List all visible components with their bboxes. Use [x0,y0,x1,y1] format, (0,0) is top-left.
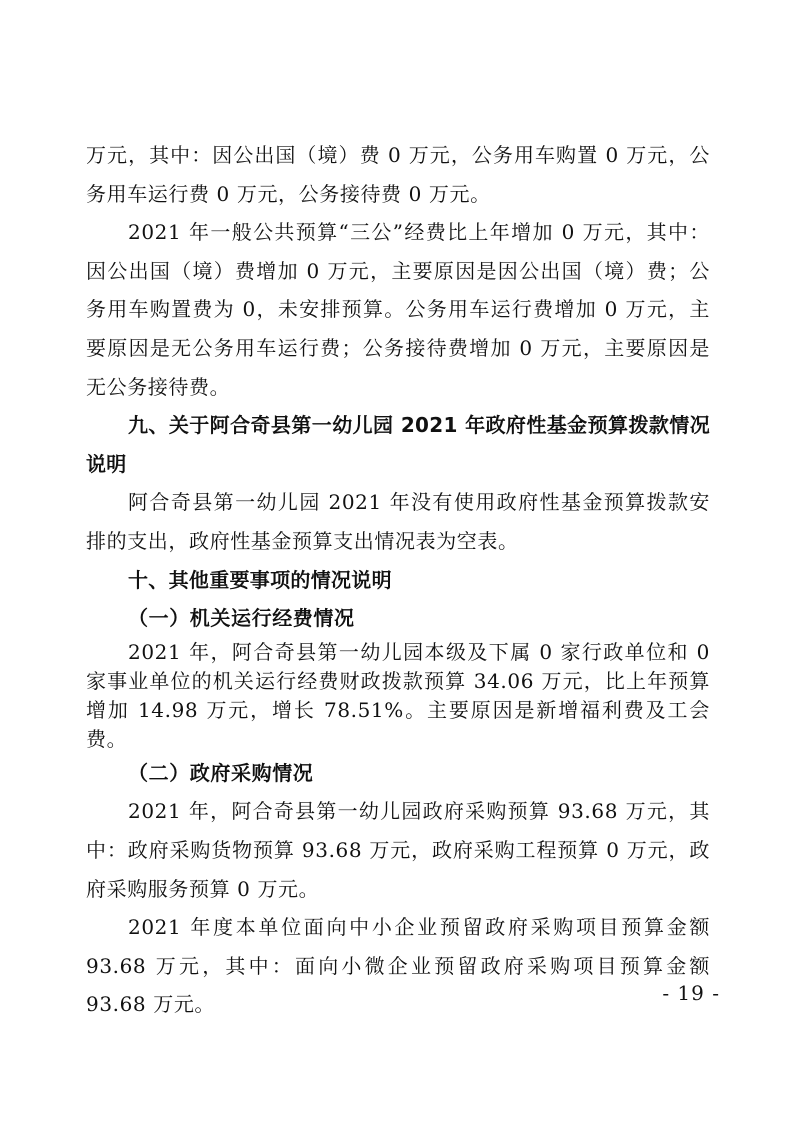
body-text [86,136,710,1024]
paragraph-three-public-expenses-end: 万元，其中：因公出国（境）费 0 万元，公务用车购置 0 万元，公务用车运行费 0 万元，公务接待费 0 万元。 [86,143,710,206]
subsection-heading-2: （二）政府采购情况 [128,760,314,785]
paragraph-three-public-expenses-change: 2021 年一般公共预算“三公”经费比上年增加 0 万元，其中：因公出国（境）费增加 0 万元，主要原因是因公出国（境）费；公务用车购置费为 0，未安排预算。公务用车运行费增加 0 万元，主要原因是无公务用车运行费；公务接待费增加 0 万元，主要原因是无公务接待费。 [86,220,710,399]
paragraph-sme-procurement: 2021 年度本单位面向中小企业预留政府采购项目预算金额 93.68 万元，其中：面向小微企业预留政府采购项目预算金额 93.68 万元。 [86,915,710,1017]
subsection-heading-1: （一）机关运行经费情况 [128,606,355,631]
paragraph-operating-expenses: 2021 年，阿合奇县第一幼儿园本级及下属 0 家行政单位和 0 家事业单位的机关运行经费财政拨款预算 34.06 万元，比上年预算增加 14.98 万元，增长 78.51%。主要原因是新增福利费及工会费。 [86,639,710,751]
section-heading-10: 十、其他重要事项的情况说明 [128,567,392,592]
paragraph-procurement: 2021 年，阿合奇县第一幼儿园政府采购预算 93.68 万元，其中：政府采购货物预算 93.68 万元，政府采购工程预算 0 万元，政府采购服务预算 0 万元。 [86,799,710,901]
paragraph-fund-budget: 阿合奇县第一幼儿园 2021 年没有使用政府性基金预算拨款安排的支出，政府性基金预算支出情况表为空表。 [86,490,710,553]
page-number: - 19 - [662,981,720,1005]
section-heading-9: 九、关于阿合奇县第一幼儿园 2021 年政府性基金预算拨款情况说明 [86,413,710,476]
